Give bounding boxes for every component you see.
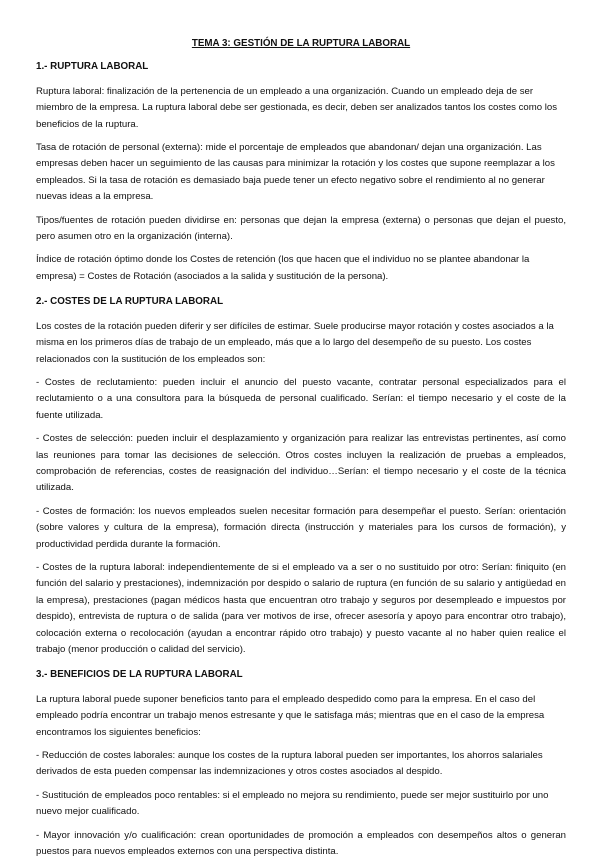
list-item: - Costes de la ruptura laboral: independientemente de si el empleado va a ser o no sustituido por otro: Serían: finiquito (en función del salario y prestaciones), indemnización por despido o salario de ruptura (en función de su salario y antigüedad en la empresa), prestaciones (pagan médicos hasta que encuentran otro trabajo y seguros por desempleado e impuestos por despido), entrevista de ruptura o de salida (para ver motivos de irse, ofrecer asesoría y apoyo para encontrar otro trabajo), colocación externa o recolocación (ayudan a encontrar rápido otro trabajo) y puesto vacante al no haber quien realice el trabajo (menor producción o calidad del servicio). — [36, 561, 566, 655]
section-costes — [36, 294, 566, 658]
document-title: TEMA 3: GESTIÓN DE LA RUPTURA LABORAL — [191, 38, 411, 49]
paragraph: Tasa de rotación de personal (externa): mide el porcentaje de empleados que abandonan/ dejan una organización. Las empresas deben hacer un seguimiento de las causas para minimizar la rotación y los costes que supone reemplazar a los empleados. Si la tasa de rotación es demasiado baja puede tener un efecto negativo sobre el rendimiento al no generar nuevas ideas a la empresa. — [36, 142, 555, 203]
paragraph: Índice de rotación óptimo donde los Costes de retención (los que hacen que el individuo no se plantee abandonar la empresa) = Costes de Rotación (asociados a la salida y sustitución de la persona). — [36, 254, 530, 282]
section-heading: 2.- COSTES DE LA RUPTURA LABORAL — [36, 296, 224, 308]
paragraph: Tipos/fuentes de rotación pueden dividirse en: personas que dejan la empresa (externa) o personas que dejan el puesto, pero asumen otro en la organización (interna). — [36, 214, 566, 243]
paragraph: Ruptura laboral: finalización de la pertenencia de un empleado a una organización. Cuando un empleado deja de ser miembro de la empresa. La ruptura laboral debe ser gestionada, es decir, deben ser analizados tantos los costes como los beneficios de la ruptura. — [36, 85, 558, 130]
list-item: - Reducción de costes laborales: aunque los costes de la ruptura laboral pueden ser importantes, los ahorros salariales derivados de esta pueden compensar las indemnizaciones y otros costes asociados al despido. — [36, 750, 543, 778]
paragraph: Los costes de la rotación pueden diferir y ser difíciles de estimar. Suele producirse mayor rotación y costes asociados a la misma en los primeros días de trabajo de un empleado, más que a lo largo del desempeño de su puesto. Los costes relacionados con la sustitución de los empleados son: — [36, 320, 554, 365]
list-item: - Mayor innovación y/o cualificación: crean oportunidades de promoción a empleados con desempeños altos o generan puestos para nuevos empleados externos con una perspectiva distinta. — [36, 829, 566, 858]
list-item: - Costes de selección: pueden incluir el desplazamiento y organización para realizar las entrevistas pertinentes, así como las reuniones para tomar las decisiones de selección. Otros costes incluyen la realización de pruebas a empleados, comprobación de referencias, costes de reasignación del individuo…Serían: el tiempo necesario y el coste de la técnica utilizada. — [36, 433, 566, 494]
list-item: - Sustitución de empleados poco rentables: si el empleado no mejora su rendimiento, puede ser mejor sustituirlo por uno nuevo mejor cualificado. — [36, 789, 549, 818]
section-beneficios — [36, 667, 566, 860]
section-ruptura-laboral — [36, 59, 566, 285]
paragraph: La ruptura laboral puede suponer beneficios tanto para el empleado despedido como para la empresa. En el caso del empleado podría encontrar un trabajo menos estresante y que le satisfaga más; mientras que en el caso de la empresa encontramos los siguientes beneficios: — [36, 693, 545, 738]
section-heading: 3.- BENEFICIOS DE LA RUPTURA LABORAL — [36, 669, 243, 681]
list-item: - Costes de formación: los nuevos empleados suelen necesitar formación para desempeñar el puesto. Serían: orientación (sobre valores y cultura de la empresa), formación directa (instrucción y materiales para los cursos de formación), y productividad perdida durante la formación. — [36, 505, 566, 550]
list-item: - Costes de reclutamiento: pueden incluir el anuncio del puesto vacante, contratar personal especializados para el reclutamiento o a una consultora para la búsqueda de personal cualificado. Serían: el tiempo necesario y el coste de la fuente utilizada. — [36, 376, 566, 421]
section-heading: 1.- RUPTURA LABORAL — [36, 61, 149, 73]
